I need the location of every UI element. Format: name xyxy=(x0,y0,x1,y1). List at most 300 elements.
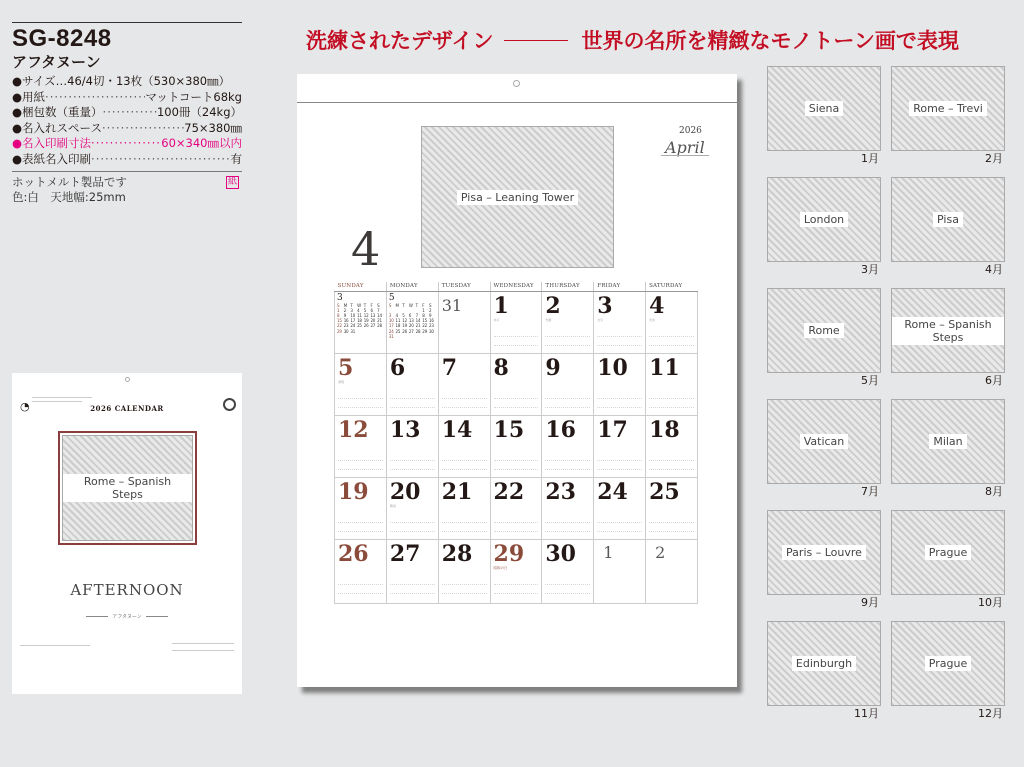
day-number: 18 xyxy=(649,416,680,443)
cover-subtitle: AFTERNOON xyxy=(70,581,184,599)
mini-day: 17 xyxy=(350,318,356,324)
day-number: 31 xyxy=(441,295,463,315)
spec-leader xyxy=(102,121,184,137)
memo-line xyxy=(494,584,539,585)
day-cell xyxy=(542,415,594,477)
day-cell xyxy=(594,291,646,353)
spec-value: 75×380㎜ xyxy=(184,120,242,135)
month-thumbnail xyxy=(767,621,881,721)
mini-day: 23 xyxy=(343,323,349,329)
day-number: 30 xyxy=(545,540,576,567)
mini-calendar xyxy=(337,303,384,334)
spec-key: ●表紙名入印刷 xyxy=(12,151,92,166)
month-thumbnail xyxy=(891,177,1005,277)
day-cell xyxy=(490,477,542,539)
memo-line xyxy=(494,469,539,470)
day-cell xyxy=(438,353,490,415)
thumbnail-place: London xyxy=(800,212,848,227)
memo-line xyxy=(338,593,383,594)
mini-day: 4 xyxy=(357,307,360,313)
day-number: 25 xyxy=(649,478,680,505)
mini-day: 7 xyxy=(415,312,418,318)
sheet-month-number: 4 xyxy=(351,222,381,276)
rokuyo: 友引 xyxy=(597,317,604,322)
day-cell xyxy=(438,291,490,353)
fine-print xyxy=(20,645,90,646)
thumbnail-image xyxy=(767,399,881,484)
day-number: 26 xyxy=(338,540,369,567)
memo-line xyxy=(597,469,642,470)
mini-day: 1 xyxy=(422,307,425,313)
thumbnail-image xyxy=(767,177,881,262)
memo-line xyxy=(597,522,642,523)
mini-day: 3 xyxy=(388,312,392,318)
memo-line xyxy=(390,531,435,532)
mini-day: 22 xyxy=(337,323,342,329)
memo-line xyxy=(390,469,435,470)
mini-day: 13 xyxy=(370,312,376,318)
thumbnail-month-label: 6月 xyxy=(985,374,1003,387)
mini-weekday: T xyxy=(402,302,405,308)
headline-left: 洗練されたデザイン xyxy=(306,29,494,53)
rokuyo: 赤口 xyxy=(493,317,500,322)
mini-day: 12 xyxy=(363,312,369,318)
day-number: 15 xyxy=(493,416,525,443)
mini-day: 20 xyxy=(370,318,376,324)
mini-day: 14 xyxy=(415,318,421,324)
mini-day: 16 xyxy=(428,318,434,324)
mini-calendar-cell xyxy=(335,291,387,353)
mini-day: 18 xyxy=(357,318,362,324)
divider xyxy=(12,171,242,172)
mini-day: 29 xyxy=(422,328,427,334)
mini-day: 22 xyxy=(422,323,427,329)
headline xyxy=(306,25,959,55)
mini-day: 31 xyxy=(388,333,394,339)
memo-line xyxy=(390,460,435,461)
memo-line xyxy=(649,398,694,399)
memo-line xyxy=(649,407,694,408)
mini-day: 29 xyxy=(337,328,342,334)
memo-line xyxy=(545,469,590,470)
mini-weekday: M xyxy=(343,302,347,308)
day-cell xyxy=(542,353,594,415)
day-cell xyxy=(646,415,698,477)
day-number: 19 xyxy=(338,478,369,505)
memo-line xyxy=(494,593,539,594)
mini-day xyxy=(409,334,416,339)
spec-list xyxy=(12,74,242,168)
mini-day xyxy=(370,329,377,334)
name-print-area xyxy=(172,643,234,651)
mini-weekday: S xyxy=(377,302,380,308)
memo-line xyxy=(545,398,590,399)
thumbnail-place: Rome xyxy=(804,323,843,338)
maker-logo: ◔ xyxy=(20,400,30,413)
day-number: 20 xyxy=(389,478,421,505)
day-number: 17 xyxy=(597,416,628,443)
memo-line xyxy=(597,336,642,337)
holiday-name: 昭和の日 xyxy=(493,565,508,570)
memo-line xyxy=(338,584,383,585)
mini-day xyxy=(416,334,423,339)
thumbnail-image xyxy=(767,288,881,373)
hanging-hole xyxy=(125,377,130,382)
memo-line xyxy=(545,460,590,461)
mini-day: 5 xyxy=(402,312,405,318)
day-number: 7 xyxy=(441,354,457,381)
day-number: 21 xyxy=(441,478,473,505)
mini-day: 26 xyxy=(402,328,407,334)
memo-line xyxy=(338,531,383,532)
thumbnail-month-label: 3月 xyxy=(861,263,879,276)
thumbnail-place: Rome – Spanish Steps xyxy=(892,317,1004,345)
mini-weekday: S xyxy=(337,302,340,308)
memo-line xyxy=(545,336,590,337)
mini-day: 9 xyxy=(343,312,347,318)
day-number: 4 xyxy=(649,292,665,319)
memo-line xyxy=(545,522,590,523)
weekday-label: SATURDAY xyxy=(646,282,698,291)
day-number: 2 xyxy=(655,542,666,562)
week-row xyxy=(335,291,698,353)
thumbnail-place: Siena xyxy=(805,101,844,116)
mini-day: 2 xyxy=(343,307,347,313)
day-cell xyxy=(335,415,387,477)
day-cell xyxy=(594,353,646,415)
sheet-year: 2026 xyxy=(679,126,702,136)
mini-weekday: S xyxy=(388,302,392,308)
memo-line xyxy=(442,522,487,523)
fine-print xyxy=(32,401,82,402)
day-number: 10 xyxy=(597,354,628,381)
mini-day: 27 xyxy=(370,323,376,329)
day-cell xyxy=(490,415,542,477)
month-thumbnail xyxy=(767,399,881,499)
thumbnail-place: Edinburgh xyxy=(792,656,856,671)
mini-day: 9 xyxy=(428,312,432,318)
day-number: 28 xyxy=(441,540,473,567)
spec-panel xyxy=(12,22,242,206)
mini-day: 15 xyxy=(337,318,342,324)
mini-day xyxy=(377,329,384,334)
day-number: 22 xyxy=(493,478,525,505)
weekday-label: WEDNESDAY xyxy=(490,282,542,291)
day-cell xyxy=(542,539,594,603)
mini-weekday: W xyxy=(357,302,361,308)
day-cell xyxy=(490,353,542,415)
cover-subtitle-jp: アフタヌーン xyxy=(12,613,242,620)
day-cell xyxy=(490,291,542,353)
mini-weekday: T xyxy=(350,302,353,308)
spec-value: マットコート68kg xyxy=(145,89,242,104)
day-number: 2 xyxy=(545,292,561,319)
day-number: 9 xyxy=(545,354,561,381)
weekday-header xyxy=(335,282,698,291)
memo-line xyxy=(442,460,487,461)
day-cell xyxy=(335,539,387,603)
memo-line xyxy=(442,398,487,399)
mini-day: 21 xyxy=(415,323,421,329)
mini-day: 25 xyxy=(395,328,401,334)
spec-item xyxy=(12,74,242,90)
day-cell xyxy=(335,353,387,415)
thumbnail-place: Rome – Trevi xyxy=(909,101,987,116)
day-cell xyxy=(386,477,438,539)
day-cell xyxy=(386,539,438,603)
day-number: 5 xyxy=(338,354,354,381)
mini-day: 2 xyxy=(428,307,432,313)
spec-key: ●名入印刷寸法 xyxy=(12,136,92,151)
rokuyo: 先勝 xyxy=(545,317,552,322)
mini-day: 23 xyxy=(428,323,434,329)
day-cell xyxy=(594,477,646,539)
weekday-label: MONDAY xyxy=(386,282,438,291)
mini-day: 17 xyxy=(388,323,394,329)
thumbnail-place: Prague xyxy=(925,656,971,671)
memo-line xyxy=(338,522,383,523)
divider xyxy=(12,22,242,23)
thumbnail-place: Pisa xyxy=(933,212,963,227)
mini-month-label: 5 xyxy=(388,292,395,303)
day-number: 23 xyxy=(545,478,576,505)
mini-day: 14 xyxy=(377,312,382,318)
spec-value: 100冊（24kg） xyxy=(156,105,242,120)
day-number: 11 xyxy=(649,354,680,381)
day-number: 8 xyxy=(493,354,509,381)
memo-line xyxy=(649,336,694,337)
memo-line xyxy=(338,398,383,399)
spec-key: ●サイズ… xyxy=(12,74,68,88)
rokuyo: 先負 xyxy=(649,317,656,322)
mini-day: 15 xyxy=(422,318,427,324)
mini-day xyxy=(396,334,403,339)
mini-weekday: M xyxy=(395,302,399,308)
day-cell xyxy=(386,415,438,477)
day-number: 14 xyxy=(441,416,473,443)
product-code: SG-8248 xyxy=(12,25,112,52)
memo-line xyxy=(649,469,694,470)
product-name: アフタヌーン xyxy=(12,53,101,71)
mini-day: 12 xyxy=(402,318,407,324)
day-number: 16 xyxy=(545,416,576,443)
memo-line xyxy=(494,345,539,346)
memo-line xyxy=(442,584,487,585)
memo-line xyxy=(390,398,435,399)
month-thumbnail xyxy=(891,621,1005,721)
mini-day: 6 xyxy=(370,307,373,313)
spec-leader xyxy=(91,136,161,152)
memo-line xyxy=(338,460,383,461)
mini-calendar-cell xyxy=(386,291,438,353)
mini-month-label: 3 xyxy=(337,292,343,303)
mini-day: 10 xyxy=(388,318,394,324)
mini-day: 13 xyxy=(408,318,414,324)
memo-line xyxy=(338,469,383,470)
mini-day: 31 xyxy=(350,328,356,334)
weekday-label: THURSDAY xyxy=(542,282,594,291)
memo-line xyxy=(597,460,642,461)
memo-line xyxy=(442,407,487,408)
mini-day: 3 xyxy=(350,307,353,313)
week-row xyxy=(335,415,698,477)
spec-key: ●梱包数（重量） xyxy=(12,105,103,120)
spec-value: 60×340㎜以内 xyxy=(161,136,242,151)
mini-calendar xyxy=(389,303,436,339)
binding-line xyxy=(297,102,737,103)
month-thumbnail xyxy=(767,177,881,277)
calendar-body xyxy=(335,291,698,603)
headline-dash xyxy=(504,40,568,41)
thumbnail-month-label: 2月 xyxy=(985,152,1003,165)
day-cell xyxy=(438,415,490,477)
cover-image: Rome – Spanish Steps xyxy=(62,435,193,541)
mini-day: 11 xyxy=(357,312,362,318)
spec-item xyxy=(12,121,242,137)
memo-line xyxy=(338,407,383,408)
note-hotmelt: ホットメルト製品です xyxy=(12,174,127,189)
mini-day: 25 xyxy=(357,323,362,329)
mini-day: 28 xyxy=(377,323,382,329)
mini-day: 30 xyxy=(428,328,434,334)
thumbnail-month-label: 7月 xyxy=(861,485,879,498)
thumbnail-month-label: 4月 xyxy=(985,263,1003,276)
mini-day: 6 xyxy=(408,312,412,318)
day-number: 3 xyxy=(597,292,613,319)
thumbnail-month-label: 10月 xyxy=(978,596,1003,609)
memo-line xyxy=(390,522,435,523)
rokuyo: 清明 xyxy=(338,379,345,384)
memo-line xyxy=(494,336,539,337)
thumbnail-image xyxy=(891,621,1005,706)
mini-day: 10 xyxy=(350,312,356,318)
memo-line xyxy=(545,407,590,408)
week-row xyxy=(335,539,698,603)
mini-day: 19 xyxy=(402,323,407,329)
spec-value: 有 xyxy=(230,151,242,166)
thumbnail-month-label: 9月 xyxy=(861,596,879,609)
mini-day: 26 xyxy=(363,323,369,329)
day-cell xyxy=(646,353,698,415)
memo-line xyxy=(649,460,694,461)
day-cell xyxy=(542,291,594,353)
memo-line xyxy=(494,407,539,408)
memo-line xyxy=(545,584,590,585)
thumbnail-place: Paris – Louvre xyxy=(782,545,866,560)
mini-day xyxy=(429,334,436,339)
mini-day: 21 xyxy=(377,318,382,324)
mini-day xyxy=(364,329,371,334)
memo-line xyxy=(597,345,642,346)
thumbnail-place: Milan xyxy=(929,434,966,449)
month-thumbnail xyxy=(891,288,1005,388)
day-cell xyxy=(438,477,490,539)
memo-line xyxy=(442,469,487,470)
weekday-label: TUESDAY xyxy=(438,282,490,291)
day-cell xyxy=(646,291,698,353)
memo-line xyxy=(442,593,487,594)
mini-day: 4 xyxy=(395,312,398,318)
rokuyo: 穀雨 xyxy=(389,503,396,508)
memo-line xyxy=(597,407,642,408)
month-thumbnail xyxy=(891,510,1005,610)
spec-value: 46/4切・13枚（530×380㎜） xyxy=(67,74,231,88)
thumbnail-image xyxy=(891,510,1005,595)
day-number: 27 xyxy=(389,540,421,567)
day-cell xyxy=(438,539,490,603)
day-number: 1 xyxy=(603,542,614,562)
memo-line xyxy=(649,531,694,532)
memo-line xyxy=(494,398,539,399)
thumbnail-place: Prague xyxy=(925,545,971,560)
mini-weekday: T xyxy=(363,302,367,308)
mini-day: 8 xyxy=(422,312,425,318)
mini-day: 11 xyxy=(395,318,401,324)
memo-line xyxy=(649,345,694,346)
month-thumbnail xyxy=(767,510,881,610)
memo-line xyxy=(390,584,435,585)
mini-day xyxy=(357,329,364,334)
memo-line xyxy=(442,531,487,532)
thumbnail-month-label: 5月 xyxy=(861,374,879,387)
day-cell xyxy=(646,477,698,539)
spec-leader xyxy=(91,152,230,168)
mini-weekday: F xyxy=(422,302,425,308)
spec-leader xyxy=(45,90,145,106)
spec-item xyxy=(12,105,242,121)
hanging-hole xyxy=(513,80,520,87)
fine-print xyxy=(32,397,92,398)
mini-day: 24 xyxy=(388,328,394,334)
memo-line xyxy=(597,531,642,532)
memo-line xyxy=(545,593,590,594)
weekday-label: FRIDAY xyxy=(594,282,646,291)
mini-weekday: S xyxy=(428,302,432,308)
mini-day: 1 xyxy=(337,307,340,313)
month-thumbnail xyxy=(891,399,1005,499)
day-cell xyxy=(646,539,698,603)
day-number: 29 xyxy=(493,540,525,567)
thumbnail-image xyxy=(891,177,1005,262)
mini-day: 30 xyxy=(343,328,349,334)
sheet-month-name: April xyxy=(665,138,705,157)
mini-day: 27 xyxy=(408,328,414,334)
product-notes xyxy=(12,175,242,206)
thumbnail-month-label: 12月 xyxy=(978,707,1003,720)
memo-line xyxy=(597,398,642,399)
mini-day: 20 xyxy=(408,323,414,329)
memo-line xyxy=(390,593,435,594)
day-cell xyxy=(490,539,542,603)
thumbnail-month-label: 8月 xyxy=(985,485,1003,498)
thumbnail-image xyxy=(767,66,881,151)
day-number: 13 xyxy=(389,416,421,443)
thumbnail-month-label: 11月 xyxy=(854,707,879,720)
calendar-grid xyxy=(334,282,698,604)
memo-line xyxy=(494,460,539,461)
month-image: Pisa – Leaning Tower xyxy=(421,126,614,268)
mini-day: 18 xyxy=(395,323,401,329)
mini-weekday: W xyxy=(408,302,413,308)
thumbnail-image xyxy=(767,621,881,706)
day-number: 1 xyxy=(493,292,509,319)
thumbnail-image xyxy=(891,399,1005,484)
thumbnail-image xyxy=(891,66,1005,151)
day-cell xyxy=(386,353,438,415)
mini-day xyxy=(422,334,429,339)
day-number: 24 xyxy=(597,478,628,505)
paper-badge: 紙 xyxy=(227,176,237,187)
